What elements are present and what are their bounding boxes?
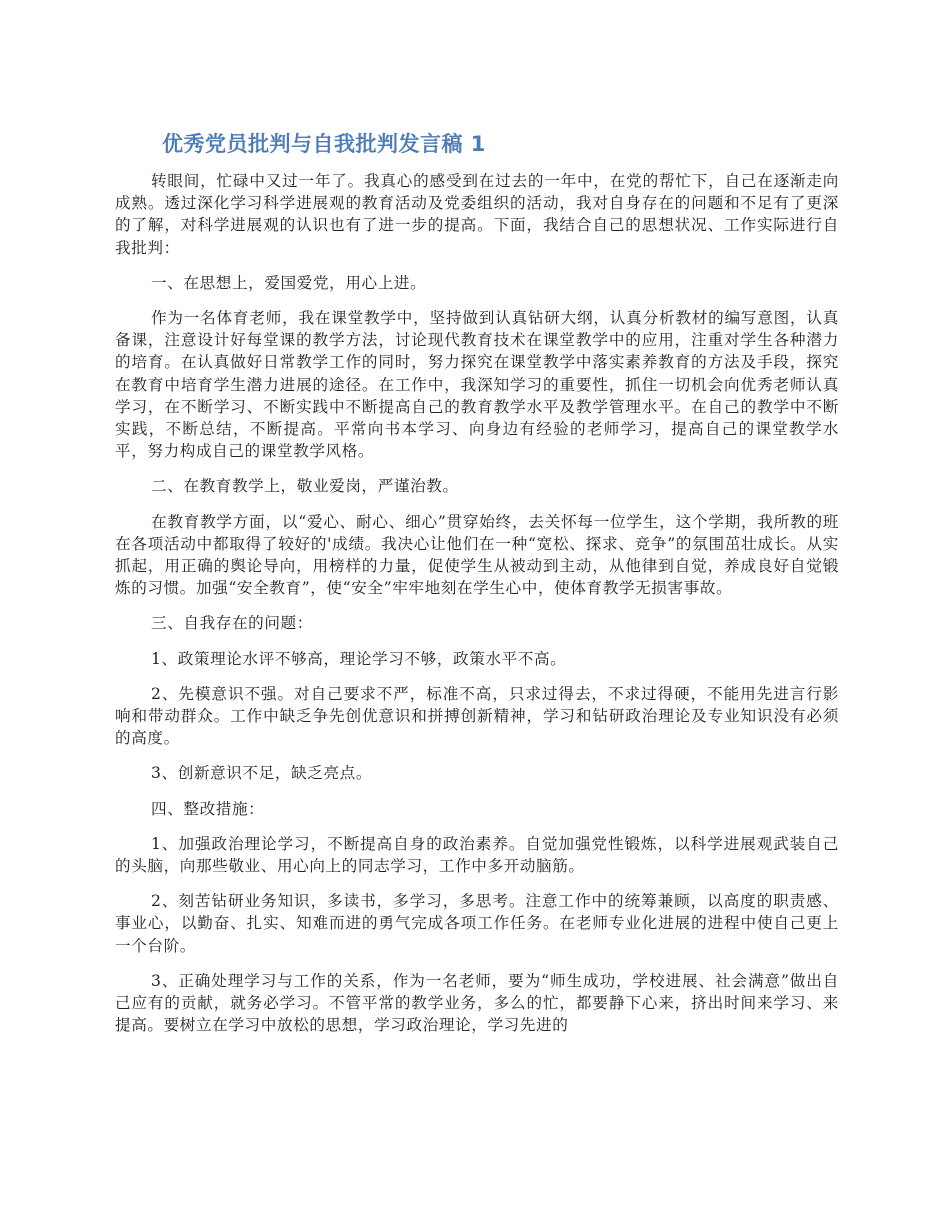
section-heading: 四、整改措施： <box>151 799 265 818</box>
list-item: 3、创新意识不足，缺乏亮点。 <box>151 764 373 783</box>
list-item: 1、加强政治理论学习，不断提高自身的政治素养。自觉加强党性锻炼，以科学进展观武装自己的头脑，向那些敬业、用心向上的同志学习，工作中多开动脑筋。 <box>115 834 839 876</box>
document-body <box>115 170 839 1050</box>
list-item: 1、政策理论水评不够高，理论学习不够，政策水平不高。 <box>151 649 567 668</box>
paragraph: 在教育教学方面，以“爱心、耐心、细心”贯穿始终，去关怀每一位学生，这个学期，我所教的班在各项活动中都取得了较好的'成绩。我决心让他们在一种“宽松、探求、竞争”的氛围茁壮成长。从实抓起，用正确的舆论导向，用榜样的力量，促使学生从被动到主动，从他律到自觉，养成良好自觉锻炼的习惯。加强“安全教育”，使“安全”牢牢地刻在学生心中，使体育教学无损害事故。 <box>115 512 839 598</box>
section-heading: 二、在教育教学上，敬业爱岗，严谨治教。 <box>151 477 459 496</box>
document-title: 优秀党员批判与自我批判发言稿 1 <box>162 132 486 156</box>
list-item: 2、刻苦钻研业务知识，多读书，多学习，多思考。注意工作中的统筹兼顾，以高度的职责感、事业心，以勤奋、扎实、知难而进的勇气完成各项工作任务。在老师专业化进展的进程中使自己更上一个台阶。 <box>115 892 839 955</box>
section-heading: 三、自我存在的问题： <box>151 614 313 633</box>
list-item: 3、正确处理学习与工作的关系，作为一名老师，要为“师生成功，学校进展、社会满意”做出自己应有的贡献，就务必学习。不管平常的教学业务，多么的忙，都要静下心来，挤出时间来学习、来提高。要树立在学习中放松的思想，学习政治理论，学习先进的 <box>115 971 839 1035</box>
list-item: 2、先模意识不强。对自己要求不严，标准不高，只求过得去，不求过得硬，不能用先进言行影响和带动群众。工作中缺乏争先创优意识和拼搏创新精神，学习和钻研政治理论及专业知识没有必须的高度。 <box>115 684 839 748</box>
paragraph: 作为一名体育老师，我在课堂教学中，坚持做到认真钻研大纲，认真分析教材的编写意图，认真备课，注意设计好每堂课的教学方法，讨论现代教育技术在课堂教学中的应用，注重对学生各种潜力的培育。在认真做好日常教学工作的同时，努力探究在课堂教学中落实素养教育的方法及手段，探究在教育中培育学生潜力进展的途径。在工作中，我深知学习的重要性，抓住一切机会向优秀老师认真学习，在不断学习、不断实践中不断提高自己的教育教学水平及教学管理水平。在自己的教学中不断实践，不断总结，不断提高。平常向书本学习、向身边有经验的老师学习，提高自己的课堂教学水平，努力构成自己的课堂教学风格。 <box>115 309 839 461</box>
section-heading: 一、在思想上，爱国爱党，用心上进。 <box>151 273 427 292</box>
paragraph: 转眼间，忙碌中又过一年了。我真心的感受到在过去的一年中，在党的帮忙下，自己在逐渐走向成熟。透过深化学习科学进展观的教育活动及党委组织的活动，我对自身存在的问题和不足有了更深的了解，对科学进展观的认识也有了进一步的提高。下面，我结合自己的思想状况、工作实际进行自我批判： <box>115 172 839 257</box>
